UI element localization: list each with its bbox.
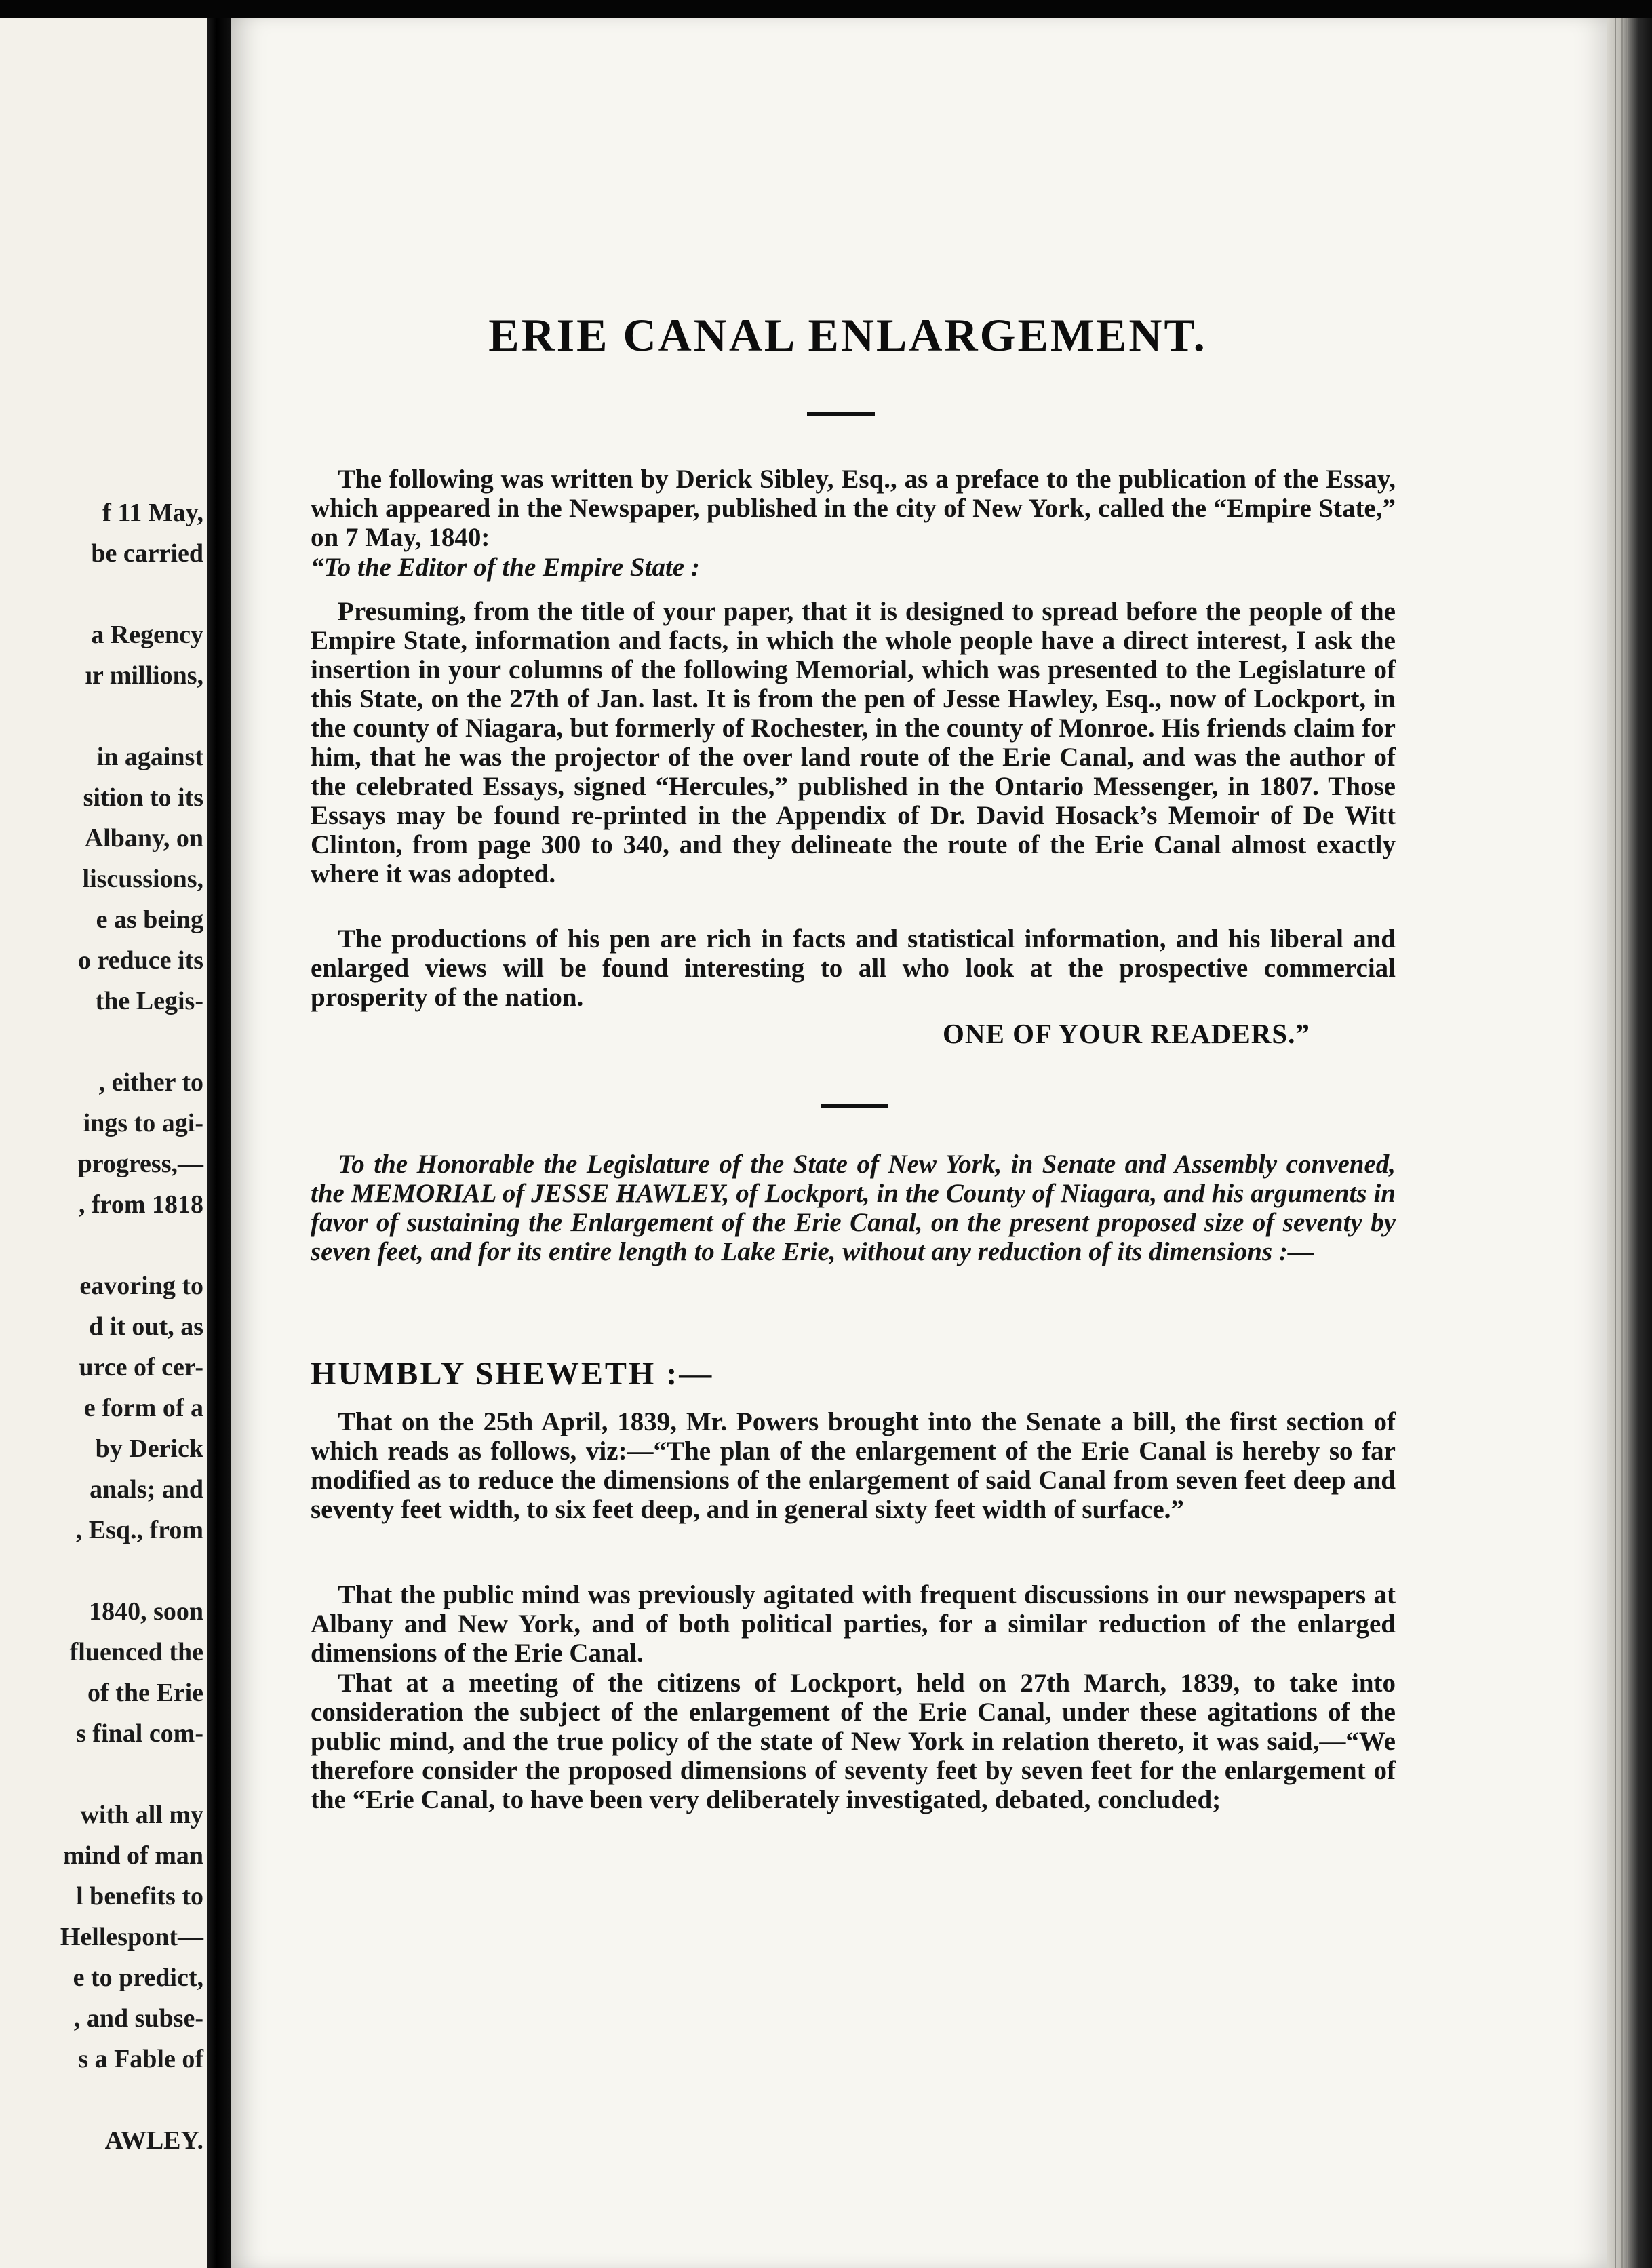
facing-page-line: e as being — [96, 905, 203, 934]
facing-page-sliver — [0, 18, 207, 2268]
facing-page-line: s final com- — [76, 1719, 203, 1748]
facing-page-line: d it out, as — [89, 1312, 203, 1341]
facing-page-line: progress,— — [77, 1150, 203, 1178]
facing-page-line: 1840, soon — [89, 1597, 203, 1626]
facing-page-line: by Derick — [95, 1434, 203, 1463]
facing-page-line: , from 1818 — [79, 1190, 203, 1219]
facing-page-line: , either to — [98, 1068, 203, 1097]
facing-page-line: o reduce its — [77, 946, 203, 975]
facing-page-line: eavoring to — [79, 1272, 203, 1300]
page-edge-stack — [1607, 18, 1652, 2268]
preface-paragraph: The following was written by Derick Sibley, Esq., as a preface to the publication of the Essay, which appeared in the Newspaper, published in the city of New York, called the “Empire State,” on 7 May, 1840: — [311, 465, 1396, 552]
letter-paragraph-1: Presuming, from the title of your paper, that it is designed to spread before the people of the Empire State, information and facts, in which the whole people have a direct interest, I ask the insertion in your columns of the following Memorial, which was presented to the Legislature of this State, on the 27th of Jan. last. It is from the pen of Jesse Hawley, Esq., now of Lockport, in the county of Niagara, but formerly of Rochester, in the county of Monroe. His friends claim for him, that he was the projector of the over land route of the Erie Canal, and was the author of the celebrated Essays, signed “Hercules,” published in the Ontario Messenger, in 1807. Those Essays may be found re-printed in the Appendix of Dr. David Hosack’s Memoir of De Witt Clinton, from page 300 to 340, and they delineate the route of the Erie Canal almost exactly where it was adopted. — [311, 597, 1396, 888]
facing-page-line: Hellespont— — [60, 1923, 203, 1951]
facing-page-line: be carried — [91, 539, 203, 568]
facing-page-line: sition to its — [83, 783, 203, 812]
memorial-paragraph-1: That on the 25th April, 1839, Mr. Powers brought into the Senate a bill, the first section of which reads as follows, viz:—“The plan of the enlargement of the Erie Canal is hereby so far modified as to reduce the dimensions of the enlargement of said Canal from seven feet deep and seventy feet width, to six feet deep, and in general sixty feet width of surface.” — [311, 1407, 1396, 1524]
facing-page-line: of the Erie — [87, 1679, 203, 1707]
facing-page-line: the Legis- — [95, 987, 203, 1015]
facing-page-line: s a Fable of — [78, 2045, 203, 2073]
facing-page-line: anals; and — [90, 1475, 203, 1504]
facing-page-line: fluenced the — [69, 1638, 203, 1666]
title-rule — [807, 412, 875, 416]
facing-page-line: with all my — [80, 1801, 203, 1829]
section-rule — [821, 1104, 888, 1108]
page-title: ERIE CANAL ENLARGEMENT. — [488, 309, 1207, 361]
facing-page-line: liscussions, — [82, 865, 203, 893]
scan-top-border — [0, 0, 1652, 18]
facing-page-line: l benefits to — [76, 1882, 203, 1911]
memorial-paragraph-3: That at a meeting of the citizens of Lockport, held on 27th March, 1839, to take into consideration the subject of the enlargement of the Erie Canal, under these agitations of the public mind, and the true policy of the state of New York in relation thereto, it was said,—“We therefore consider the proposed dimensions of seventy feet by seven feet for the enlargement of the “Erie Canal, to have been very deliberately investigated, debated, concluded; — [311, 1668, 1396, 1814]
facing-page-line: , and subse- — [73, 2004, 203, 2033]
book-gutter — [207, 18, 231, 2268]
facing-page-line: a Regency — [91, 621, 203, 649]
facing-page-line: ır millions, — [85, 661, 203, 690]
memorial-paragraph-2: That the public mind was previously agitated with frequent discussions in our newspapers at Albany and New York, and of both political parties, for a similar reduction of the enlarged dimensions of the Erie Canal. — [311, 1580, 1396, 1668]
letter-signature: ONE OF YOUR READERS.” — [943, 1018, 1310, 1049]
facing-page-line: AWLEY. — [104, 2126, 203, 2155]
facing-page-line: ings to agi- — [83, 1109, 203, 1137]
memorial-heading: HUMBLY SHEWETH :— — [311, 1356, 714, 1392]
facing-page-line: e to predict, — [73, 1963, 203, 1992]
facing-page-line: , Esq., from — [75, 1516, 203, 1544]
facing-page-line: in against — [96, 743, 203, 771]
facing-page-line: urce of cer- — [79, 1353, 203, 1382]
facing-page-line: e form of a — [83, 1394, 203, 1422]
facing-page-line: Albany, on — [84, 824, 203, 853]
facing-page-line: f 11 May, — [102, 498, 203, 527]
memorial-address: To the Honorable the Legislature of the State of New York, in Senate and Assembly convened, the MEMORIAL of JESSE HAWLEY, of Lockport, in the County of Niagara, and his arguments in favor of sustaining the Enlargement of the Erie Canal, on the present proposed size of seventy by seven feet, and for its entire length to Lake Erie, without any reduction of its dimensions :— — [311, 1150, 1396, 1266]
facing-page-line: mind of man — [63, 1841, 203, 1870]
letter-salutation: “To the Editor of the Empire State : — [311, 553, 700, 582]
letter-paragraph-2: The productions of his pen are rich in facts and statistical information, and his liberal and enlarged views will be found interesting to all who look at the prospective commercial prosperity of the nation. — [311, 924, 1396, 1012]
